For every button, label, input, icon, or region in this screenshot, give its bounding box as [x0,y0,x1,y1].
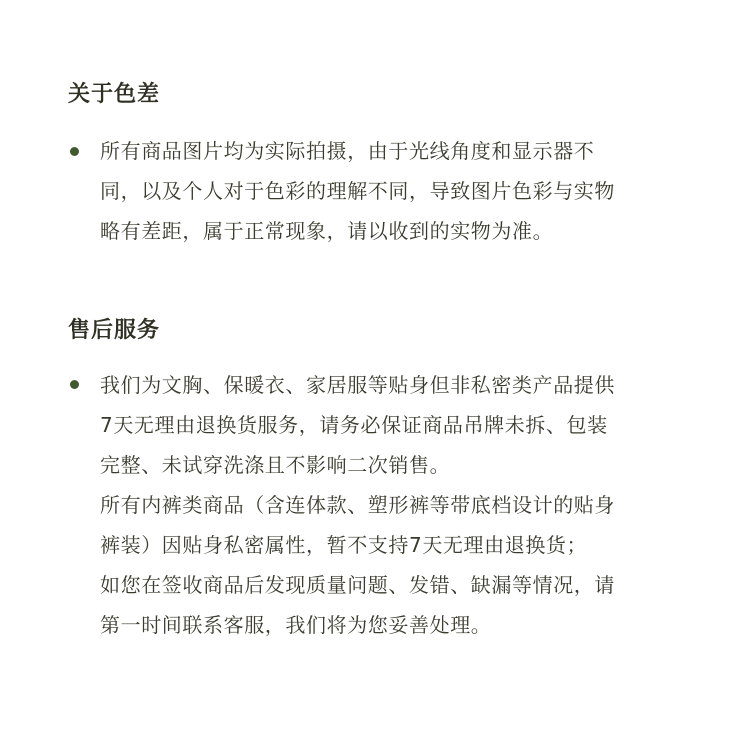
text-line: 略有差距，属于正常现象，请以收到的实物为准。 [100,219,554,243]
text-line: 如您在签收商品后发现质量问题、发错、缺漏等情况，请 [100,573,615,597]
text-line: 完整、未试穿洗涤且不影响二次销售。 [100,453,451,477]
bullet-icon [70,380,79,389]
paragraph-color-difference [100,131,686,251]
text-line: 同，以及个人对于色彩的理解不同，导致图片色彩与实物 [100,179,615,203]
bullet-icon [70,147,79,156]
text-line: 裤装）因贴身私密属性，暂不支持7天无理由退换货； [100,533,588,557]
text-line: 我们为文胸、保暖衣、家居服等贴身但非私密类产品提供 [100,373,615,397]
text-line: 所有商品图片均为实际拍摄，由于光线角度和显示器不 [100,139,595,163]
text-line: 所有内裤类商品（含连体款、塑形裤等带底档设计的贴身 [100,493,615,517]
paragraph-after-sales [100,365,686,645]
text-line: 7天无理由退换货服务，请务必保证商品吊牌未拆、包装 [100,413,608,437]
section-title-color-difference: 关于色差 [68,82,161,107]
text-line: 第一时间联系客服，我们将为您妥善处理。 [100,613,492,637]
section-title-after-sales: 售后服务 [68,318,161,343]
